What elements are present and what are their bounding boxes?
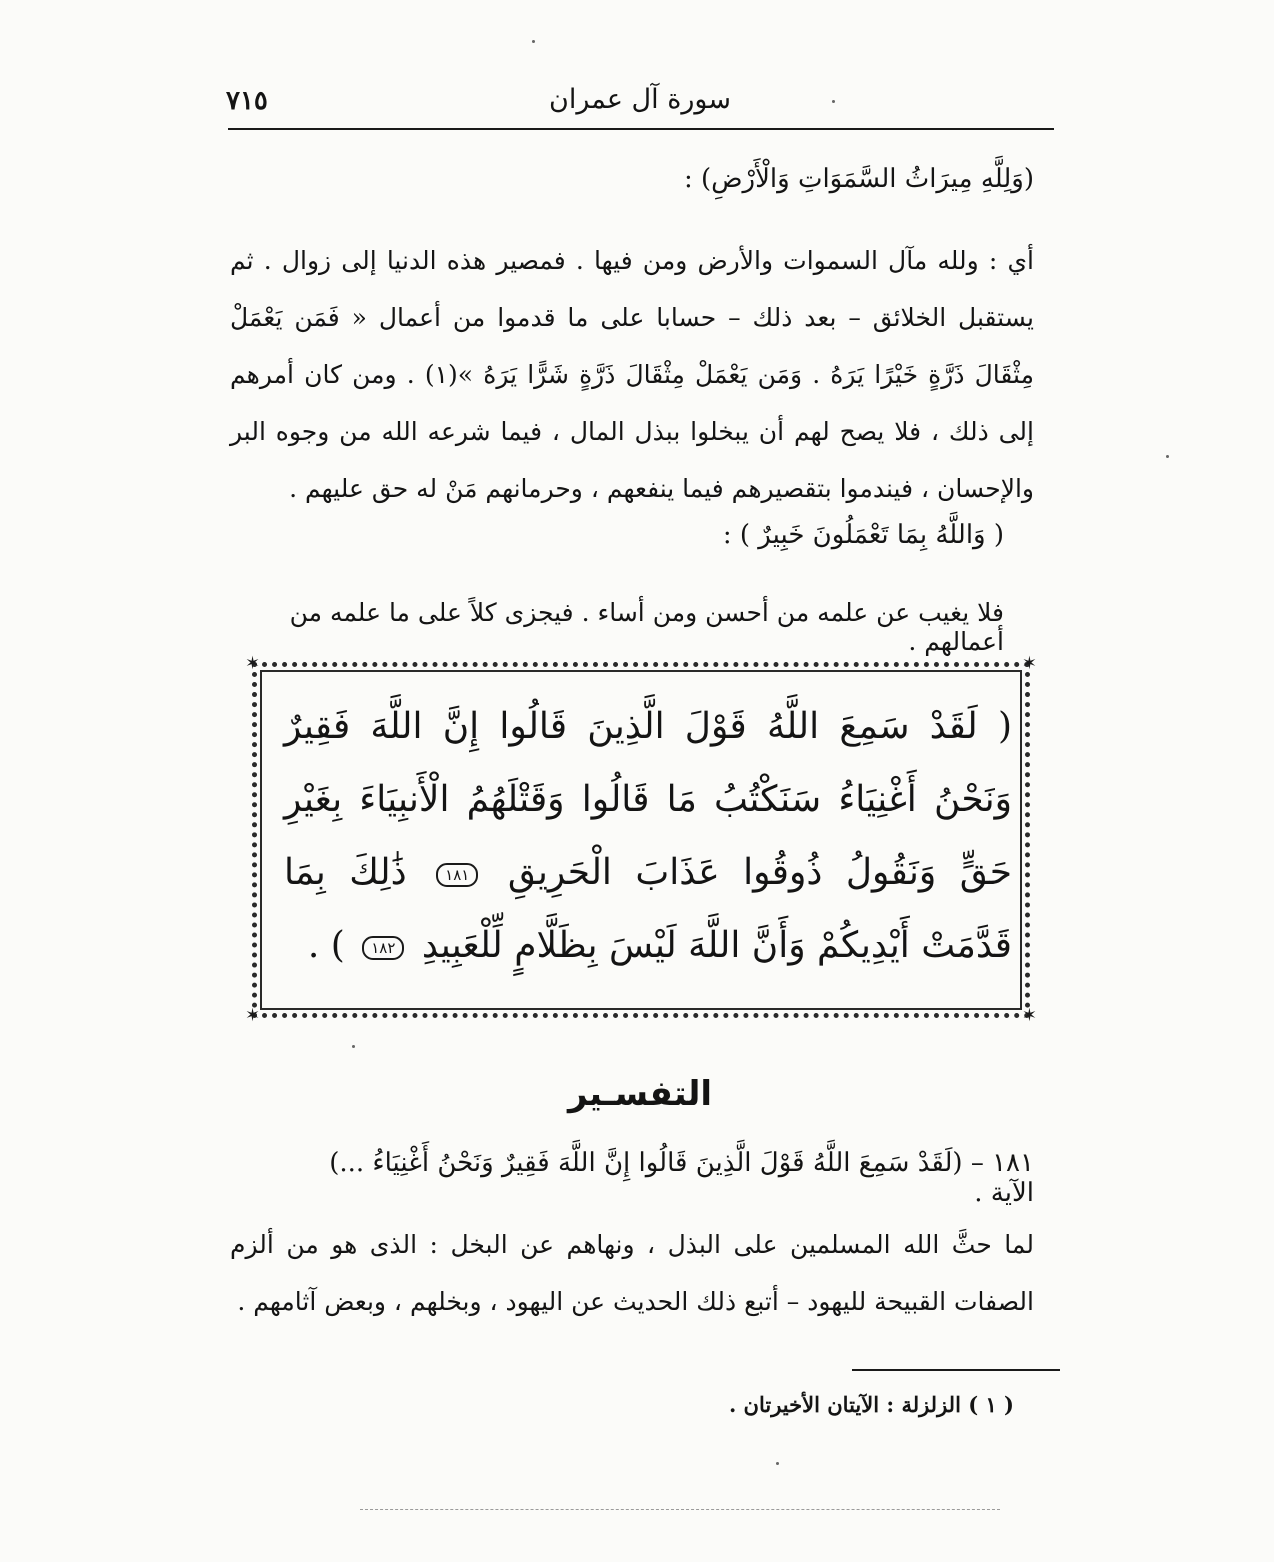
quran-verses-block: [284, 690, 1012, 982]
scan-speck: [1166, 455, 1169, 458]
verse-heading-all-aware: ( وَاللَّهُ بِمَا تَعْمَلُونَ خَبِيرٌ ) :: [722, 520, 1004, 550]
verse-181-text: ( لَقَدْ سَمِعَ اللَّهُ قَوْلَ الَّذِينَ قَالُوا إِنَّ اللَّهَ فَقِيرٌ وَنَحْنُ أَغْنِيَاءُ سَنَكْتُبُ مَا قَالُوا وَقَتْلَهُمُ الْأَنبِيَاءَ بِغَيْرِ حَقٍّ وَنَقُولُ ذُوقُوا عَذَابَ الْحَرِيقِ: [284, 706, 1013, 893]
scan-speck: [352, 1045, 355, 1048]
tafsir-verse-reference: ١٨١ – (لَقَدْ سَمِعَ اللَّهُ قَوْلَ الَّذِينَ قَالُوا إِنَّ اللَّهَ فَقِيرٌ وَنَحْنُ أَغْنِيَاءُ ...) الآية .: [329, 1148, 1034, 1208]
commentary-paragraph-short: فلا يغيب عن علمه من أحسن ومن أساء . فيجزى كلاً على ما علمه من أعمالهم .: [289, 598, 1004, 656]
star-ornament-icon: ✶: [1021, 653, 1037, 674]
tafsir-paragraph: لما حثَّ الله المسلمين على البذل ، ونهاهم عن البخل : الذى هو من ألزم الصفات القبيحة لليهود – أتبع ذلك الحديث عن اليهود ، وبخلهم ، وبعض آثامهم .: [230, 1230, 1034, 1316]
star-ornament-icon: ✶: [245, 653, 261, 674]
footnote-rule: [852, 1369, 1060, 1371]
section-title-tafsir: التفسـير: [567, 1074, 713, 1114]
footnote: ( ١ ) الزلزلة : الآيتان الأخيرتان .: [728, 1392, 1014, 1417]
star-ornament-icon: ✶: [245, 1005, 261, 1026]
ayah-number-badge: ١٨١: [436, 863, 478, 887]
commentary-paragraph: أي : ولله مآل السموات والأرض ومن فيها . فمصير هذه الدنيا إلى زوال . ثم يستقبل الخلائق – بعد ذلك – حسابا على ما قدموا من أعمال « فَمَن يَعْمَلْ مِثْقَالَ ذَرَّةٍ خَيْرًا يَرَهُ . وَمَن يَعْمَلْ مِثْقَالَ ذَرَّةٍ شَرًّا يَرَهُ »(١) . ومن كان أمرهم إلى ذلك ، فلا يصح لهم أن يبخلوا ببذل المال ، فيما شرعه الله من وجوه البر والإحسان ، فيندموا بتقصيرهم فيما ينفعهم ، وحرمانهم مَنْ له حق عليهم .: [230, 246, 1034, 503]
verse-heading-inheritance: (وَلِلَّهِ مِيرَاثُ السَّمَوَاتِ وَالْأَرْضِ) :: [683, 164, 1034, 194]
scan-speck: [832, 100, 835, 103]
star-ornament-icon: ✶: [1021, 1005, 1037, 1026]
scan-speck: [532, 40, 535, 43]
verse-182-text: ذَٰلِكَ بِمَا قَدَّمَتْ أَيْدِيكُمْ وَأَنَّ اللَّهَ لَيْسَ بِظَلَّامٍ لِّلْعَبِيدِ: [284, 852, 1012, 966]
header-rule: [228, 128, 1054, 130]
scan-speck: [776, 1462, 779, 1465]
page-number: ٧١٥: [226, 86, 268, 116]
running-head: سورة آل عمران: [549, 84, 731, 115]
scan-edge-line: [360, 1509, 1000, 1510]
ayah-number-badge: ١٨٢: [362, 936, 404, 960]
verse-closing-mark: ) .: [307, 925, 345, 966]
